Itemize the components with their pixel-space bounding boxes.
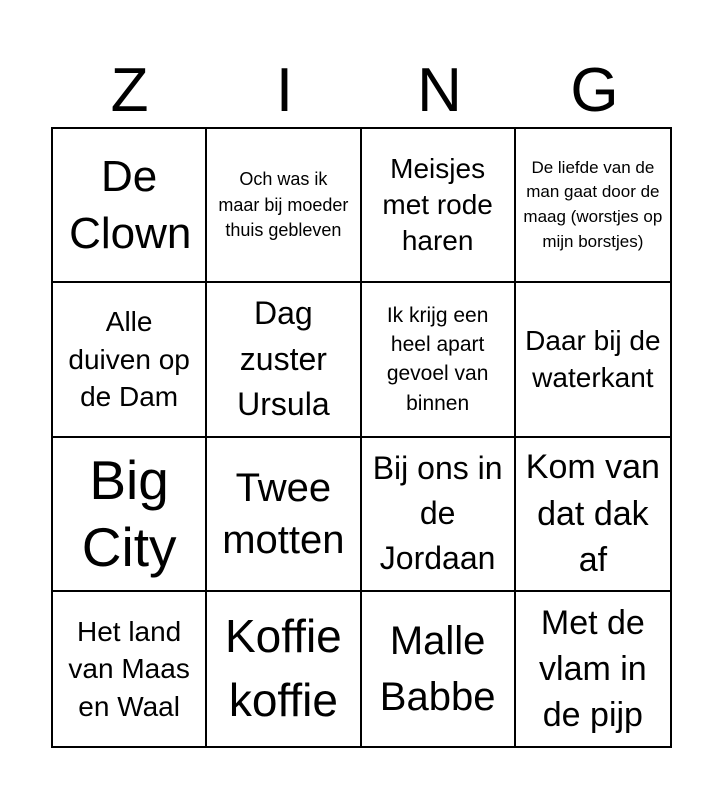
bingo-cell[interactable] [207,129,361,283]
bingo-cell-text: Meisjes met rode haren [382,153,493,257]
bingo-cell[interactable] [362,438,516,592]
bingo-cell-text: Alle duiven op de Dam [68,306,190,413]
bingo-cell-text: Bij ons in de Jordaan [372,450,503,577]
bingo-cell[interactable] [362,283,516,437]
bingo-cell[interactable] [53,592,207,746]
bingo-cell[interactable] [362,129,516,283]
bingo-cell-text: Malle Babbe [379,618,496,719]
bingo-cell-text: Twee motten [222,465,345,562]
bingo-cell-text: Met de vlam in de pijp [539,603,647,734]
bingo-cell[interactable] [516,283,670,437]
bingo-cell[interactable] [53,283,207,437]
bingo-cell[interactable] [516,438,670,592]
bingo-board [51,127,672,748]
bingo-cell-text: De liefde van de man gaat door de maag (worstjes op mijn borstjes) [523,157,663,251]
bingo-cell[interactable] [516,592,670,746]
bingo-header [52,55,672,127]
bingo-cell-text: Och was ik maar bij moeder thuis gebleven [218,169,349,240]
header-letter-g: G [570,56,619,125]
bingo-cell[interactable] [362,592,516,746]
header-letter-n: N [417,56,462,125]
bingo-cell-text: De Clown [69,151,192,259]
bingo-cell-text: Big City [81,448,177,578]
header-letter-i: I [275,56,294,125]
bingo-cell[interactable] [53,438,207,592]
bingo-cell[interactable] [207,438,361,592]
bingo-cell[interactable] [516,129,670,283]
bingo-cell-text: Het land van Maas en Waal [68,615,190,722]
bingo-cell[interactable] [207,283,361,437]
bingo-cell[interactable] [207,592,361,746]
bingo-cell-text: Koffie koffie [224,610,342,726]
bingo-cell-text: Daar bij de waterkant [525,324,661,394]
bingo-cell[interactable] [53,129,207,283]
bingo-cell-text: Kom van dat dak af [525,448,660,579]
bingo-cell-text: Dag zuster Ursula [237,295,330,423]
bingo-cell-text: Ik krijg een heel apart gevoel van binnen [386,303,489,415]
header-letter-z: Z [110,56,149,125]
